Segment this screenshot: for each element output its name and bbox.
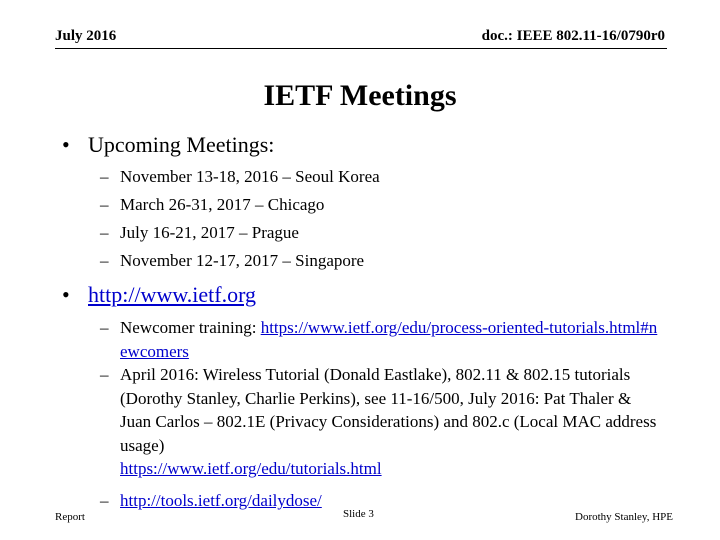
newcomer-link[interactable]: https://www.ietf.org/edu/process-oriented-tutorials.html#newcomers [120, 318, 658, 361]
footer-author: Dorothy Stanley, HPE [575, 511, 673, 523]
list-item: – March 26-31, 2017 – Chicago [100, 195, 325, 214]
list-item-newcomer: – Newcomer training: https://www.ietf.org/edu/process-oriented-tutorials.html#newcomers [100, 318, 658, 361]
meeting-list [100, 163, 380, 275]
header-doc-id: doc.: IEEE 802.11-16/0790r0 [481, 28, 665, 44]
list-item-dailydose: – http://tools.ietf.org/dailydose/ [100, 491, 322, 510]
tutorials-link[interactable]: https://www.ietf.org/edu/tutorials.html [120, 459, 382, 478]
list-item: – November 13-18, 2016 – Seoul Korea [100, 167, 380, 186]
bullet-dot: • [62, 132, 70, 157]
newcomer-label: Newcomer training: [120, 318, 261, 337]
header-rule [55, 48, 667, 49]
slide-number: Slide 3 [343, 508, 374, 520]
ietf-sublist [100, 316, 660, 481]
list-item: – July 16-21, 2017 – Prague [100, 223, 299, 242]
slide-title: IETF Meetings [263, 79, 457, 112]
bullet-upcoming-label: Upcoming Meetings: [88, 132, 275, 157]
header-date: July 2016 [55, 28, 117, 44]
bullet-ietf [62, 282, 256, 308]
april-text: April 2016: Wireless Tutorial (Donald Eastlake), 802.11 & 802.15 tutorials (Dorothy Stanley, Charlie Perkins), see 11-16/500, July 2016: Pat Thaler & Juan Carlos – 802.1E (Privacy Considerations) and 802.c (Local MAC address usage) [120, 365, 657, 455]
bullet-dot: • [62, 282, 70, 307]
footer-left: Report [55, 511, 85, 523]
bullet-upcoming [62, 132, 274, 158]
ietf-link[interactable]: http://www.ietf.org [88, 282, 257, 307]
list-item-april: – April 2016: Wireless Tutorial (Donald Eastlake), 802.11 & 802.15 tutorials (Dorothy Stanley, Charlie Perkins), see 11-16/500, July 2016: Pat Thaler & Juan Carlos – 802.1E (Privacy Considerations) and 802.c (Local MAC address usage) https://www.ietf.org/edu/tutorials.html [100, 363, 660, 481]
dailydose-link[interactable]: http://tools.ietf.org/dailydose/ [120, 491, 322, 510]
list-item: – November 12-17, 2017 – Singapore [100, 251, 365, 270]
